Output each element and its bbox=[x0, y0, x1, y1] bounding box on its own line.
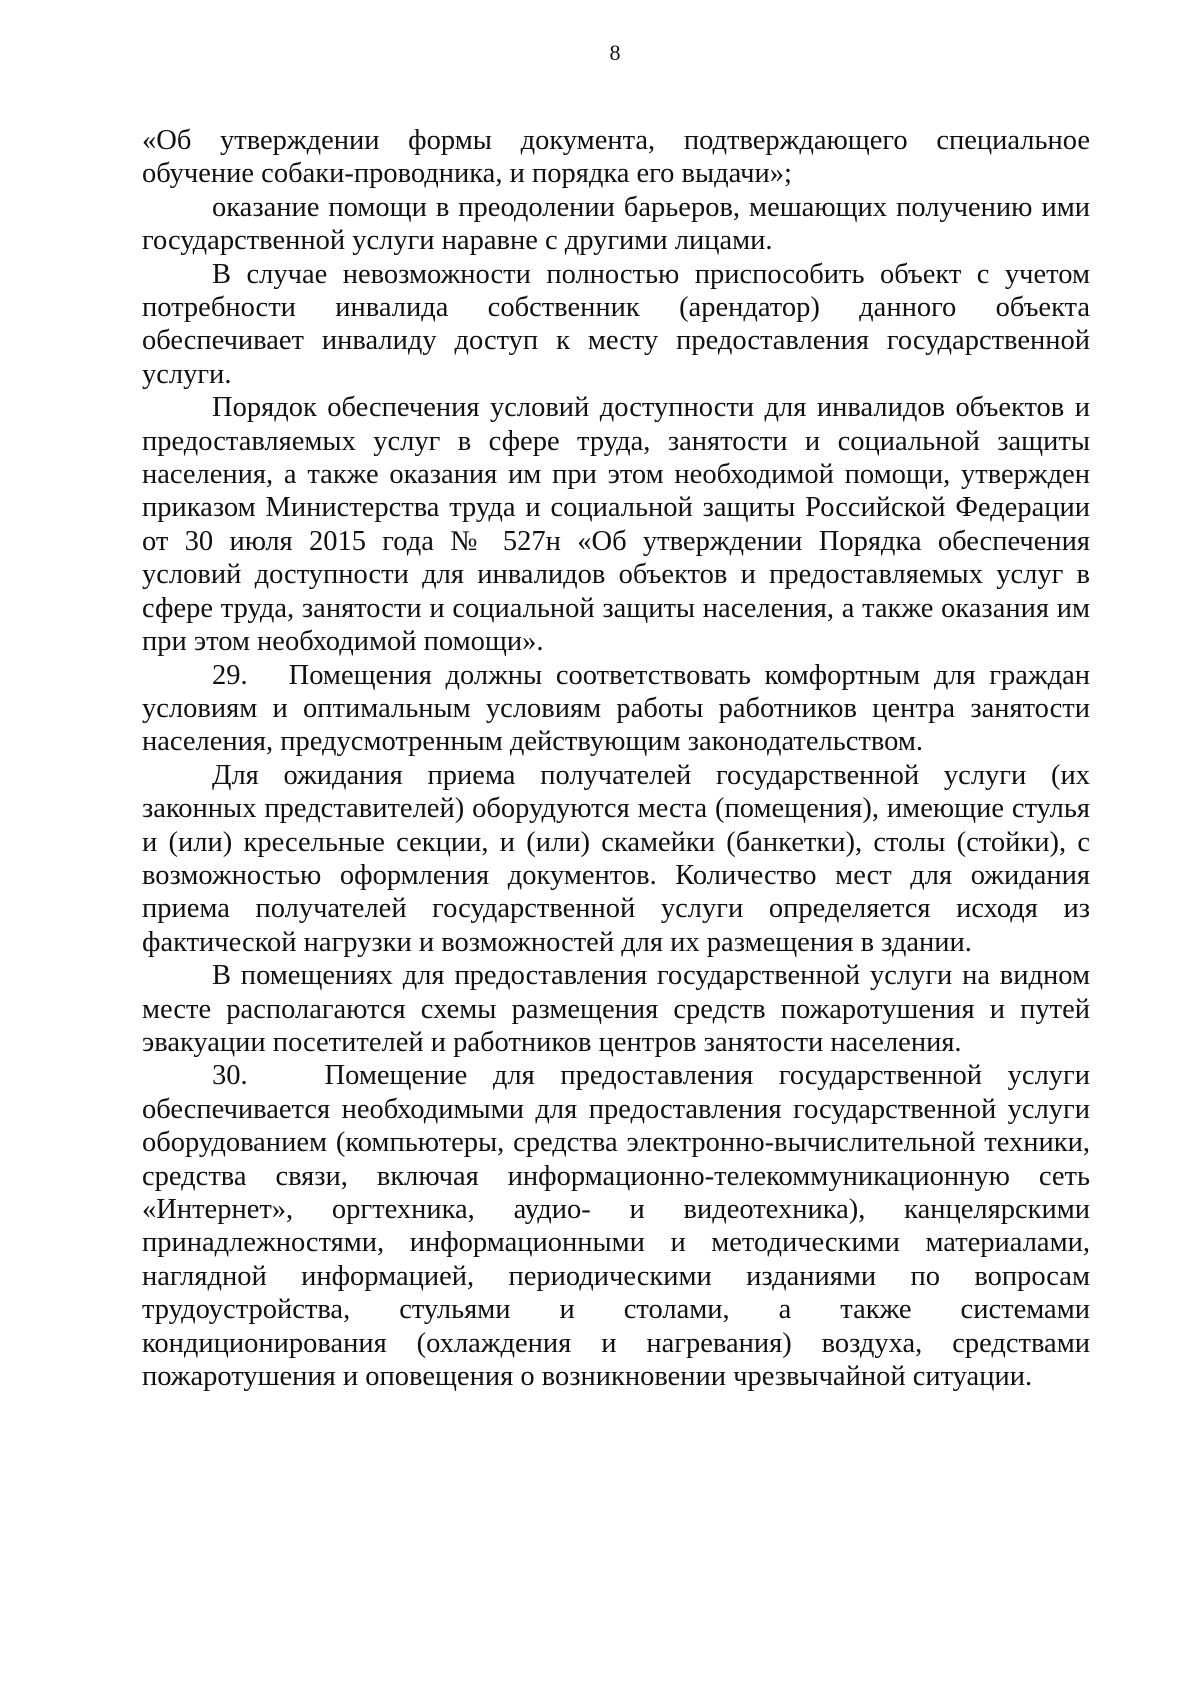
paragraph-object-adaptation: В случае невозможности полностью приспособить объект с учетом потребности инвалида собственник (арендатор) данного объекта обеспечивает инвалиду доступ к месту предоставления государственной услуги. bbox=[142, 258, 1090, 390]
paragraph-waiting-places: Для ожидания приема получателей государственной услуги (их законных представителей) оборудуются места (помещения), имеющие стулья и (или) кресельные секции, и (или) скамейки (банкетки), столы (стойки), с возможностью оформления документов. Количество мест для ожидания приема получателей государственной услуги определяется исходя из фактической нагрузки и возможностей для их размещения в здании. bbox=[142, 759, 1090, 958]
paragraph-item-29: 29. Помещения должны соответствовать комфортным для граждан условиям и оптимальным условиям работы работников центра занятости населения, предусмотренным действующим законодательством. bbox=[142, 659, 1098, 758]
paragraph-continuation: «Об утверждении формы документа, подтверждающего специальное обучение собаки-проводника, и порядка его выдачи»; bbox=[142, 125, 1090, 190]
paragraph-evacuation-schemes: В помещениях для предоставления государственной услуги на видном месте располагаются схемы размещения средств пожаротушения и путей эвакуации посетителей и работников центров занятости населения. bbox=[142, 960, 1090, 1058]
document-body bbox=[142, 124, 1098, 1393]
page-number: 8 bbox=[609, 40, 621, 65]
paragraph-barrier-assistance: оказание помощи в преодолении барьеров, мешающих получению ими государственной услуги наравне с другими лицами. bbox=[142, 191, 1090, 257]
paragraph-accessibility-order: Порядок обеспечения условий доступности для инвалидов объектов и предоставляемых услуг в сфере труда, занятости и социальной защиты населения, а также оказания им при этом необходимой помощи, утвержден приказом Министерства труда и социальной защиты Российской Федерации от 30 июля 2015 года № 527н «Об утверждении Порядка обеспечения условий доступности для инвалидов объектов и предоставляемых услуг в сфере труда, занятости и социальной защиты населения, а также оказания им при этом необходимой помощи». bbox=[142, 392, 1090, 658]
paragraph-item-30: 30. Помещение для предоставления государственной услуги обеспечивается необходимыми для предоставления государственной услуги оборудованием (компьютеры, средства электронно-вычислительной техники, средства связи, включая информационно-телекоммуникационную сеть «Интернет», оргтехника, аудио- и видеотехника), канцелярскими принадлежностями, информационными и методическими материалами, наглядной информацией, периодическими изданиями по вопросам трудоустройства, стульями и столами, а также системами кондиционирования (охлаждения и нагревания) воздуха, средствами пожаротушения и оповещения о возникновении чрезвычайной ситуации. bbox=[142, 1060, 1098, 1393]
